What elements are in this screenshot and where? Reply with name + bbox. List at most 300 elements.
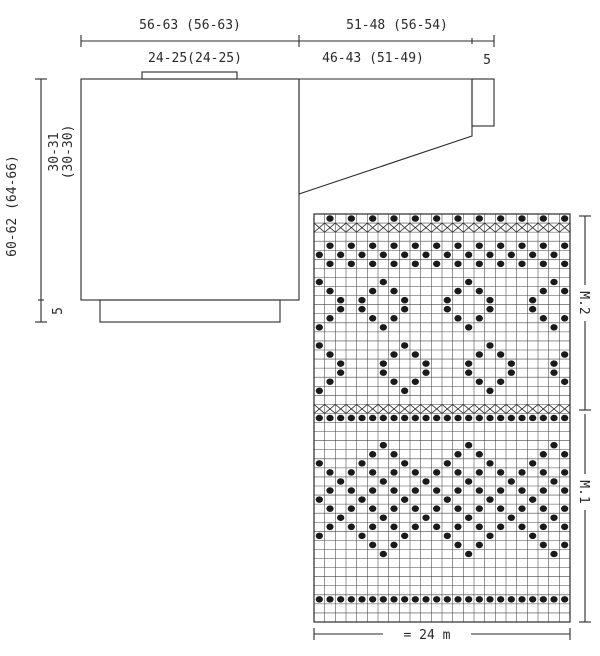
dark-stitch [326,288,333,295]
dark-stitch [412,469,419,476]
cross-stitch [442,223,453,232]
dark-stitch [497,487,504,494]
dark-stitch [476,542,483,549]
dark-stitch [508,514,515,521]
dark-stitch [358,306,365,313]
dark-stitch [316,415,323,422]
upper-height-label-1: 30-31 [47,132,62,172]
dark-stitch [540,415,547,422]
cross-stitch [410,223,421,232]
dark-stitch [369,542,376,549]
dark-stitch [550,514,557,521]
dark-stitch [369,524,376,531]
dark-stitch [529,297,536,304]
dark-stitch [433,215,440,222]
dark-stitch [561,351,568,358]
dark-stitch [454,242,461,249]
dark-stitch [433,242,440,249]
dark-stitch [337,369,344,376]
dark-stitch [348,524,355,531]
dark-stitch [390,505,397,512]
dark-stitch [454,505,461,512]
dark-stitch [369,415,376,422]
dark-stitch [422,369,429,376]
dark-stitch [518,487,525,494]
dark-stitch [358,533,365,540]
dark-stitch [337,415,344,422]
dark-stitch [316,460,323,467]
total-height-label: 60-62 (64-66) [5,155,20,257]
dark-stitch [337,360,344,367]
top-left-width-label: 56-63 (56-63) [139,18,241,33]
dark-stitch [380,279,387,286]
dark-stitch [508,415,515,422]
dark-stitch [465,551,472,558]
dark-stitch [390,451,397,458]
cross-stitch [421,223,432,232]
dark-stitch [444,460,451,467]
dark-stitch [518,415,525,422]
dark-stitch [465,279,472,286]
dark-stitch [476,315,483,322]
dark-stitch [476,351,483,358]
dark-stitch [454,596,461,603]
dark-stitch [444,533,451,540]
dark-stitch [422,514,429,521]
top-right-width-label: 51-48 (56-54) [346,18,448,33]
cross-stitch [378,404,389,413]
dark-stitch [422,596,429,603]
dark-stitch [390,378,397,385]
dark-stitch [401,496,408,503]
dark-stitch [476,524,483,531]
dark-stitch [508,596,515,603]
dark-stitch [401,415,408,422]
dark-stitch [444,252,451,259]
dark-stitch [550,478,557,485]
dark-stitch [561,524,568,531]
dark-stitch [369,288,376,295]
dark-stitch [422,252,429,259]
dark-stitch [561,315,568,322]
cross-stitch [389,404,400,413]
dark-stitch [486,252,493,259]
dark-stitch [454,215,461,222]
cross-stitch [463,223,474,232]
dark-stitch [540,242,547,249]
cross-stitch [485,404,496,413]
dark-stitch [444,415,451,422]
dark-stitch [401,297,408,304]
dark-stitch [497,351,504,358]
dark-stitch [465,369,472,376]
dark-stitch [550,596,557,603]
dark-stitch [444,496,451,503]
dark-stitch [476,261,483,268]
dark-stitch [412,505,419,512]
dark-stitch [433,524,440,531]
dark-stitch [358,496,365,503]
dark-stitch [561,378,568,385]
dark-stitch [390,261,397,268]
dark-stitch [369,451,376,458]
dark-stitch [529,306,536,313]
dark-stitch [390,596,397,603]
dark-stitch [358,460,365,467]
dark-stitch [337,306,344,313]
dark-stitch [454,451,461,458]
dark-stitch [540,469,547,476]
cross-stitch [314,223,325,232]
dark-stitch [508,360,515,367]
dark-stitch [497,415,504,422]
dark-stitch [326,505,333,512]
dark-stitch [390,487,397,494]
dark-stitch [401,533,408,540]
cross-stitch [506,404,517,413]
dark-stitch [390,215,397,222]
cross-stitch [549,223,560,232]
dark-stitch [518,469,525,476]
dark-stitch [348,242,355,249]
dark-stitch [412,242,419,249]
dark-stitch [550,360,557,367]
dark-stitch [358,596,365,603]
dark-stitch [518,524,525,531]
dark-stitch [529,252,536,259]
dark-stitch [550,551,557,558]
dark-stitch [326,596,333,603]
dark-stitch [454,487,461,494]
dark-stitch [550,279,557,286]
dark-stitch [369,215,376,222]
dark-stitch [326,315,333,322]
dark-stitch [486,596,493,603]
dark-stitch [348,469,355,476]
dark-stitch [476,415,483,422]
dark-stitch [476,378,483,385]
dark-stitch [476,487,483,494]
m1-label: M.1 [576,480,591,504]
body-piece [81,79,299,300]
dark-stitch [348,487,355,494]
dark-stitch [348,215,355,222]
dark-stitch [550,442,557,449]
dark-stitch [433,505,440,512]
dark-stitch [444,306,451,313]
sleeve-piece [299,79,472,194]
dark-stitch [529,596,536,603]
dark-stitch [390,351,397,358]
dark-stitch [412,524,419,531]
dark-stitch [348,596,355,603]
dark-stitch [412,596,419,603]
dark-stitch [390,315,397,322]
cross-stitch [559,223,570,232]
dark-stitch [540,315,547,322]
dark-stitch [412,261,419,268]
dark-stitch [380,478,387,485]
dark-stitch [561,469,568,476]
dark-stitch [380,514,387,521]
dark-stitch [316,596,323,603]
dark-stitch [465,360,472,367]
dark-stitch [508,252,515,259]
cross-stitch [453,404,464,413]
cross-stitch [495,223,506,232]
cross-stitch [431,223,442,232]
dark-stitch [390,288,397,295]
cross-stitch [463,404,474,413]
cross-stitch [421,404,432,413]
cross-stitch [399,223,410,232]
dark-stitch [561,215,568,222]
dark-stitch [465,415,472,422]
dark-stitch [518,505,525,512]
dark-stitch [326,351,333,358]
dark-stitch [465,324,472,331]
dark-stitch [316,342,323,349]
dark-stitch [550,415,557,422]
dark-stitch [508,478,515,485]
dark-stitch [326,261,333,268]
dark-stitch [337,514,344,521]
cross-stitch [357,404,368,413]
cross-stitch [506,223,517,232]
dark-stitch [380,551,387,558]
dark-stitch [486,533,493,540]
dark-stitch [561,288,568,295]
cross-stitch [517,404,528,413]
dark-stitch [422,415,429,422]
dark-stitch [316,533,323,540]
dark-stitch [326,524,333,531]
dark-stitch [550,369,557,376]
dark-stitch [412,487,419,494]
dark-stitch [540,261,547,268]
dark-stitch [540,487,547,494]
cross-stitch [410,404,421,413]
dark-stitch [401,388,408,395]
dark-stitch [561,242,568,249]
dark-stitch [390,415,397,422]
stitch-count-label: = 24 m [403,628,451,643]
dark-stitch [326,487,333,494]
cross-stitch [357,223,368,232]
dark-stitch [348,261,355,268]
cross-stitch [399,404,410,413]
m2-label: M.2 [576,291,591,315]
dark-stitch [486,388,493,395]
dark-stitch [444,297,451,304]
dark-stitch [337,478,344,485]
dark-stitch [369,596,376,603]
dark-stitch [465,252,472,259]
upper-height-label-2: (30-30) [61,124,76,180]
dark-stitch [358,297,365,304]
dark-stitch [497,505,504,512]
dark-stitch [369,505,376,512]
dark-stitch [326,415,333,422]
dark-stitch [497,469,504,476]
cuff-label: 5 [483,53,491,68]
dark-stitch [380,415,387,422]
cross-stitch [527,223,538,232]
dark-stitch [326,215,333,222]
dark-stitch [454,261,461,268]
dark-stitch [486,460,493,467]
dark-stitch [401,252,408,259]
dark-stitch [369,315,376,322]
sleeve-width-label: 46-43 (51-49) [322,51,424,66]
cross-stitch [325,404,336,413]
dark-stitch [550,252,557,259]
cross-stitch [431,404,442,413]
dark-stitch [508,369,515,376]
dark-stitch [476,215,483,222]
dark-stitch [454,315,461,322]
dark-stitch [476,451,483,458]
cross-stitch [495,404,506,413]
dark-stitch [497,261,504,268]
dark-stitch [465,478,472,485]
dark-stitch [540,215,547,222]
dark-stitch [561,487,568,494]
dark-stitch [540,542,547,549]
dark-stitch [380,596,387,603]
dark-stitch [433,261,440,268]
cross-stitch [549,404,560,413]
dark-stitch [540,505,547,512]
cross-stitch [474,404,485,413]
cross-stitch [314,404,325,413]
dark-stitch [369,261,376,268]
dark-stitch [561,261,568,268]
dark-stitch [561,596,568,603]
dark-stitch [433,487,440,494]
cross-stitch [367,404,378,413]
cross-stitch [538,404,549,413]
dark-stitch [369,469,376,476]
stitch-chart [314,214,595,644]
cross-stitch [442,404,453,413]
dark-stitch [529,460,536,467]
dark-stitch [369,242,376,249]
dark-stitch [412,415,419,422]
dark-stitch [454,469,461,476]
dark-stitch [326,378,333,385]
cross-stitch [367,223,378,232]
dark-stitch [540,524,547,531]
dark-stitch [497,596,504,603]
dark-stitch [412,378,419,385]
dark-stitch [433,469,440,476]
dark-stitch [497,242,504,249]
dark-stitch [337,252,344,259]
dark-stitch [380,442,387,449]
dark-stitch [540,596,547,603]
dark-stitch [316,279,323,286]
dark-stitch [380,360,387,367]
neckband [142,72,237,79]
cross-stitch [335,404,346,413]
dark-stitch [412,351,419,358]
dark-stitch [337,596,344,603]
dark-stitch [465,596,472,603]
cross-stitch [517,223,528,232]
dark-stitch [337,297,344,304]
dark-stitch [433,596,440,603]
dark-stitch [486,297,493,304]
dark-stitch [486,306,493,313]
dark-stitch [390,242,397,249]
dark-stitch [454,542,461,549]
dark-stitch [454,288,461,295]
dark-stitch [390,469,397,476]
dark-stitch [422,478,429,485]
cross-stitch [325,223,336,232]
dark-stitch [518,242,525,249]
dark-stitch [497,215,504,222]
dark-stitch [358,415,365,422]
dark-stitch [433,415,440,422]
dark-stitch [518,596,525,603]
dark-stitch [401,596,408,603]
dark-stitch [444,596,451,603]
dark-stitch [497,378,504,385]
dark-stitch [476,288,483,295]
dark-stitch [422,360,429,367]
sleeve-cuff [472,79,494,126]
dark-stitch [540,451,547,458]
cross-stitch [485,223,496,232]
dark-stitch [476,505,483,512]
neck-width-label: 24-25(24-25) [148,51,242,66]
dark-stitch [529,415,536,422]
dark-stitch [401,342,408,349]
dark-stitch [476,469,483,476]
dark-stitch [486,496,493,503]
dark-stitch [529,496,536,503]
dark-stitch [561,451,568,458]
dark-stitch [454,524,461,531]
dark-stitch [465,514,472,521]
dark-stitch [401,460,408,467]
dark-stitch [529,533,536,540]
dark-stitch [348,505,355,512]
dark-stitch [561,542,568,549]
dark-stitch [326,469,333,476]
dark-stitch [454,415,461,422]
dark-stitch [561,505,568,512]
dark-stitch [497,524,504,531]
cross-stitch [335,223,346,232]
dark-stitch [380,369,387,376]
dark-stitch [476,242,483,249]
dark-stitch [486,342,493,349]
dark-stitch [316,496,323,503]
rib-height-label: 5 [51,307,66,315]
cross-stitch [346,404,357,413]
cross-stitch [474,223,485,232]
cross-stitch [389,223,400,232]
dark-stitch [561,415,568,422]
dark-stitch [401,306,408,313]
bottom-rib [100,300,280,322]
dark-stitch [348,415,355,422]
dark-stitch [316,324,323,331]
cross-stitch [538,223,549,232]
